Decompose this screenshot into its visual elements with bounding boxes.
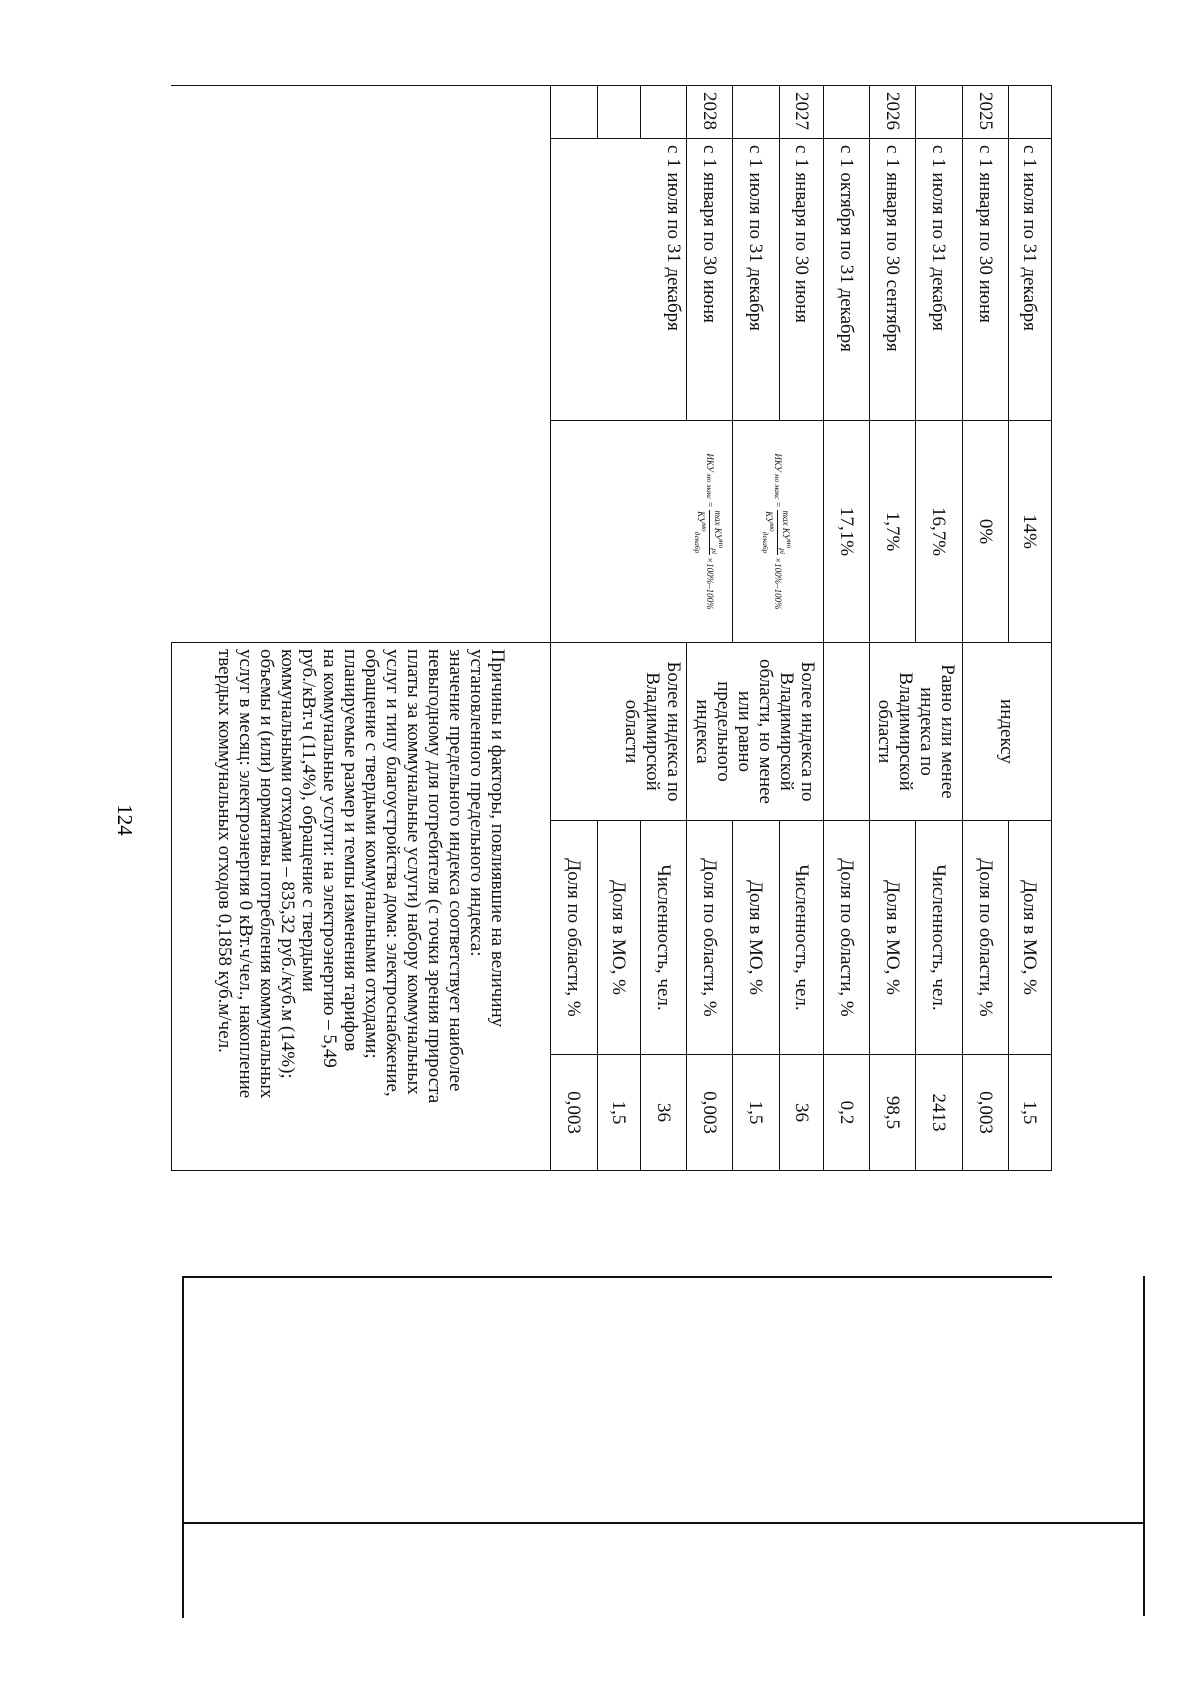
- value-cell: 1,5: [733, 1055, 780, 1171]
- formula-num-sub: pi: [778, 548, 788, 555]
- indicator-label-cell: Доля по области, %: [963, 821, 1009, 1055]
- reasons-line: значение предельного индекса соответствует наиболее: [445, 649, 466, 1092]
- formula-fraction: [762, 510, 795, 556]
- formula-num-sub: pi: [710, 548, 720, 555]
- formula-cell: [733, 421, 824, 643]
- frame-vertical-right: [1143, 1276, 1145, 1616]
- year-cell: [641, 86, 687, 139]
- indicator-label-cell: Доля по области, %: [551, 821, 598, 1055]
- reasons-line: платы за коммунальные услуги) набору коммунальных: [403, 649, 424, 1095]
- empty-cell: [172, 86, 551, 643]
- lower-table-frame: [182, 1276, 1052, 1646]
- year-cell: [598, 86, 641, 139]
- tariff-index-table: [171, 85, 1052, 1171]
- value-cell: 0,003: [551, 1055, 598, 1171]
- page-number: 124: [113, 804, 137, 836]
- formula-lhs: ИКУ: [705, 453, 716, 472]
- formula-equals: =: [773, 501, 784, 508]
- index-cell: 17,1%: [824, 421, 870, 643]
- period-cell: с 1 января по 30 июня: [687, 139, 733, 421]
- formula-den-text: КУ: [696, 511, 707, 524]
- year-cell: 2025: [963, 86, 1009, 139]
- year-cell: 2028: [687, 86, 733, 139]
- frame-top-line: [182, 1276, 1052, 1278]
- formula-den-sub: дека6р: [693, 531, 703, 554]
- formula-num-sup: мо: [785, 539, 795, 549]
- reasons-line: объемы и (или) нормативы потребления коммунальных: [256, 649, 277, 1099]
- reasons-text-cell: [172, 643, 551, 1171]
- indicator-label-cell: Численность, чел.: [641, 821, 687, 1055]
- formula-numerator: [778, 510, 795, 556]
- table-row: [172, 86, 551, 1171]
- year-cell: [551, 86, 598, 139]
- indicator-label-cell: Численность, чел.: [916, 821, 963, 1055]
- indicator-label-cell: Численность, чел.: [780, 821, 824, 1055]
- formula-tail: ×100%–100%: [773, 557, 784, 610]
- formula-fraction: [693, 510, 726, 556]
- reasons-line: установленного предельного индекса:: [466, 649, 487, 957]
- index-cell: 0%: [963, 421, 1009, 643]
- value-cell: 0,003: [963, 1055, 1009, 1171]
- formula-equals: =: [705, 501, 716, 508]
- formula-den-sup: мо: [768, 523, 778, 532]
- frame-row-line: [182, 1522, 1144, 1524]
- formula-lhs: ИКУ: [773, 453, 784, 472]
- reasons-line: твердых коммунальных отходов 0,1858 куб.м/чел.: [214, 649, 235, 1053]
- value-cell: 1,5: [598, 1055, 641, 1171]
- table-row: [687, 86, 733, 1171]
- condition-cell: Более индекса по Владимирской области, но менее или равно предельного индекса: [687, 643, 824, 821]
- reasons-line: невыгодному для потребителя (с точки зрения прироста: [424, 649, 445, 1104]
- limit-index-formula: [762, 453, 795, 609]
- indicator-label-cell: Доля в МО, %: [598, 821, 641, 1055]
- value-cell: 36: [780, 1055, 824, 1171]
- frame-vertical-left: [182, 1276, 184, 1616]
- table-row: [1009, 86, 1052, 1171]
- reasons-line: обращение с твердыми коммунальными отходами;: [361, 649, 382, 1059]
- reasons-line: коммунальными отходами – 835,32 руб./куб.м (14%);: [277, 649, 298, 1079]
- condition-cell: индексу: [963, 643, 1052, 821]
- table-row: [824, 86, 870, 1171]
- formula-den-sup: мо: [700, 523, 710, 532]
- formula-den-sub: дека6р: [761, 531, 771, 554]
- year-cell: 2027: [780, 86, 824, 139]
- formula-denominator: [693, 511, 709, 553]
- formula-cell: [551, 421, 733, 643]
- indicator-label-cell: Доля в МО, %: [1009, 821, 1052, 1055]
- period-cell: с 1 октября по 31 декабря: [824, 139, 870, 421]
- value-cell: 2413: [916, 1055, 963, 1171]
- year-cell: [824, 86, 870, 139]
- value-cell: 0,003: [687, 1055, 733, 1171]
- index-cell: 16,7%: [916, 421, 963, 643]
- formula-denominator: [762, 511, 778, 553]
- period-cell: с 1 января по 30 сентября: [870, 139, 916, 421]
- frame-right-line: [1050, 0, 1052, 1276]
- reasons-line: руб./кВт.ч (11,4%), обращение с твердыми: [298, 649, 319, 992]
- value-cell: 98,5: [870, 1055, 916, 1171]
- table-row: [870, 86, 916, 1171]
- rotated-table-sheet: [182, 85, 1052, 1170]
- formula-num-text: max КУ: [781, 510, 792, 540]
- reasons-line: услуг в месяц: электроэнергия 0 кВт.ч/чел., накопление: [235, 649, 256, 1099]
- value-cell: 36: [641, 1055, 687, 1171]
- formula-lhs-sup: мо: [705, 473, 715, 483]
- period-cell: с 1 января по 30 июня: [963, 139, 1009, 421]
- value-cell: 1,5: [1009, 1055, 1052, 1171]
- index-cell: 14%: [1009, 421, 1052, 643]
- indicator-label-cell: Доля по области, %: [824, 821, 870, 1055]
- condition-cell: Равно или менее индекса по Владимирской области: [870, 643, 963, 821]
- formula-num-text: max КУ: [713, 510, 723, 540]
- formula-den-text: КУ: [764, 511, 775, 524]
- condition-cell: [824, 643, 870, 821]
- indicator-label-cell: Доля по области, %: [687, 821, 733, 1055]
- index-cell: 1,7%: [870, 421, 916, 643]
- year-cell: [916, 86, 963, 139]
- formula-lhs-sup: мо: [773, 473, 783, 483]
- reasons-line: Причины и факторы, повлиявшие на величину: [487, 649, 508, 1028]
- formula-num-sup: мо: [717, 539, 726, 549]
- table-row: [780, 86, 824, 1171]
- reasons-line: услуг и типу благоустройства дома: электроснабжение,: [382, 649, 403, 1097]
- limit-index-formula: [693, 453, 726, 609]
- year-cell: [733, 86, 780, 139]
- year-cell: 2026: [870, 86, 916, 139]
- formula-lhs-sub: макс: [705, 484, 715, 500]
- reasons-line: на коммунальные услуги: на электроэнергию – 5,49: [319, 649, 340, 1068]
- period-cell: с 1 июля по 31 декабря: [551, 139, 687, 421]
- formula-tail: ×100%–100%: [705, 557, 716, 610]
- formula-lhs-sub: макс: [773, 484, 783, 500]
- period-cell: с 1 июля по 31 декабря: [733, 139, 780, 421]
- indicator-label-cell: Доля в МО, %: [733, 821, 780, 1055]
- reasons-line: планируемые размер и темпы изменения тарифов: [340, 649, 361, 1052]
- period-cell: с 1 июля по 31 декабря: [1009, 139, 1052, 421]
- table-row: [916, 86, 963, 1171]
- condition-cell: Более индекса по Владимирской области: [551, 643, 687, 821]
- year-cell: [1009, 86, 1052, 139]
- table-row: [963, 86, 1009, 1171]
- formula-numerator: [709, 510, 726, 556]
- period-cell: с 1 июля по 31 декабря: [916, 139, 963, 421]
- indicator-label-cell: Доля в МО, %: [870, 821, 916, 1055]
- period-cell: с 1 января по 30 июня: [780, 139, 824, 421]
- value-cell: 0,2: [824, 1055, 870, 1171]
